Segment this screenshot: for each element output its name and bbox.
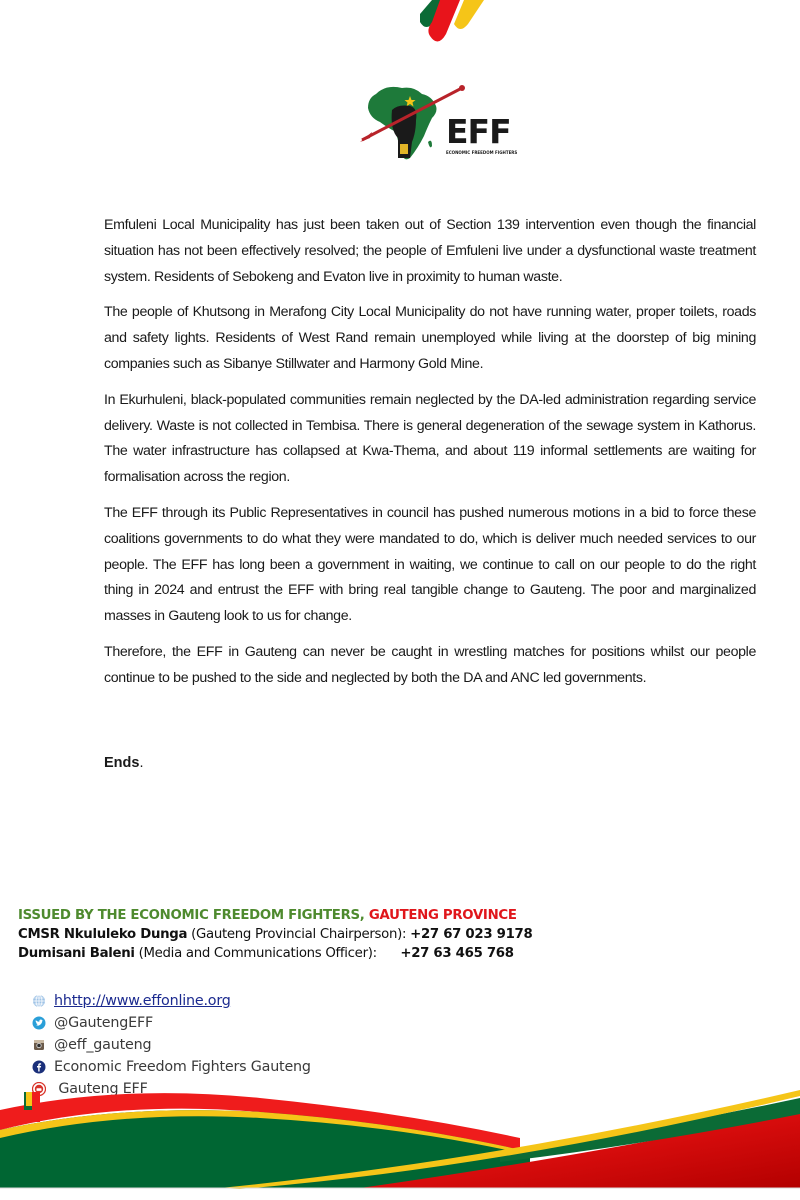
paragraph-conclusion: Therefore, the EFF in Gauteng can never be caught in wrestling matches for positions whilst our people continue to be pushed to the side and neglected by both the DA and ANC led governments.	[104, 643, 756, 686]
eff-logo	[358, 82, 518, 164]
paragraph-khutsong: The people of Khutsong in Merafong City Local Municipality do not have running water, proper toilets, roads and safety lights. Residents of West Rand remain unemployed while living at the doorstep of big mining companies such as Sibanye Stillwater and Harmony Gold Mine.	[104, 304, 756, 372]
social-instagram	[32, 1034, 311, 1056]
contact-chairperson	[18, 925, 578, 944]
facebook-page: Economic Freedom Fighters Gauteng	[54, 1059, 311, 1075]
instagram-icon	[32, 1038, 46, 1052]
contact-name: Dumisani Baleni	[18, 946, 135, 961]
globe-icon	[32, 994, 46, 1008]
issued-by-block	[18, 906, 578, 963]
contact-media-officer	[18, 944, 578, 963]
contact-role: (Gauteng Provincial Chairperson):	[187, 927, 411, 942]
contact-phone: +27 67 023 9178	[410, 927, 533, 942]
issued-by-province: GAUTENG PROVINCE	[368, 908, 517, 923]
social-links	[32, 990, 311, 1100]
statement-body	[104, 213, 756, 702]
contact-phone: +27 63 465 768	[400, 946, 514, 961]
ends-word: Ends	[104, 755, 140, 771]
eff-wordmark: EFF	[446, 112, 511, 151]
ends-marker	[104, 755, 143, 771]
instagram-handle: @eff_gauteng	[54, 1037, 152, 1053]
paragraph-eff-motions: The EFF through its Public Representatives in council has pushed numerous motions in a bid to force these coalitions governments to do what they were mandated to do, which is deliver much needed services to our people. The EFF has long been a government in waiting, we continue to call on our people to do the right thing in 2024 and entrust the EFF with bring real tangible change to Gauteng. The poor and marginalized masses in Gauteng look to us for change.	[104, 504, 756, 625]
eff-tagline: ECONOMIC FREEDOM FIGHTERS	[446, 150, 518, 155]
youtube-channel: Gauteng EFF	[54, 1081, 148, 1097]
social-twitter	[32, 1012, 311, 1034]
contact-role: (Media and Communications Officer):	[134, 946, 401, 961]
website-link[interactable]: hhttp://www.effonline.org	[54, 993, 231, 1009]
tricolor-stripes-decoration	[412, 0, 492, 50]
issued-by-heading	[18, 906, 578, 925]
paragraph-emfuleni: Emfuleni Local Municipality has just been taken out of Section 139 intervention even though the financial situation has not been effectively resolved; the people of Emfuleni live under a dysfunctional waste treatment system. Residents of Sebokeng and Evaton live in proximity to human waste.	[104, 217, 756, 285]
paragraph-ekurhuleni: In Ekurhuleni, black-populated communities remain neglected by the DA-led administration regarding service delivery. Waste is not collected in Tembisa. There is general degeneration of the sewage system in Kathorus. The water infrastructure has collapsed at Kwa-Thema, and about 119 informal settlements are waiting for formalisation across the region.	[104, 391, 756, 486]
ends-punct: .	[139, 755, 144, 771]
tricolor-wave-decoration	[0, 1090, 800, 1200]
facebook-icon	[32, 1060, 46, 1074]
twitter-handle: @GautengEFF	[54, 1015, 154, 1031]
social-website[interactable]	[32, 990, 311, 1012]
twitter-icon	[32, 1016, 46, 1030]
contact-name: CMSR Nkululeko Dunga	[18, 927, 188, 942]
social-facebook	[32, 1056, 311, 1078]
issued-by-org: ISSUED BY THE ECONOMIC FREEDOM FIGHTERS,	[18, 908, 369, 923]
